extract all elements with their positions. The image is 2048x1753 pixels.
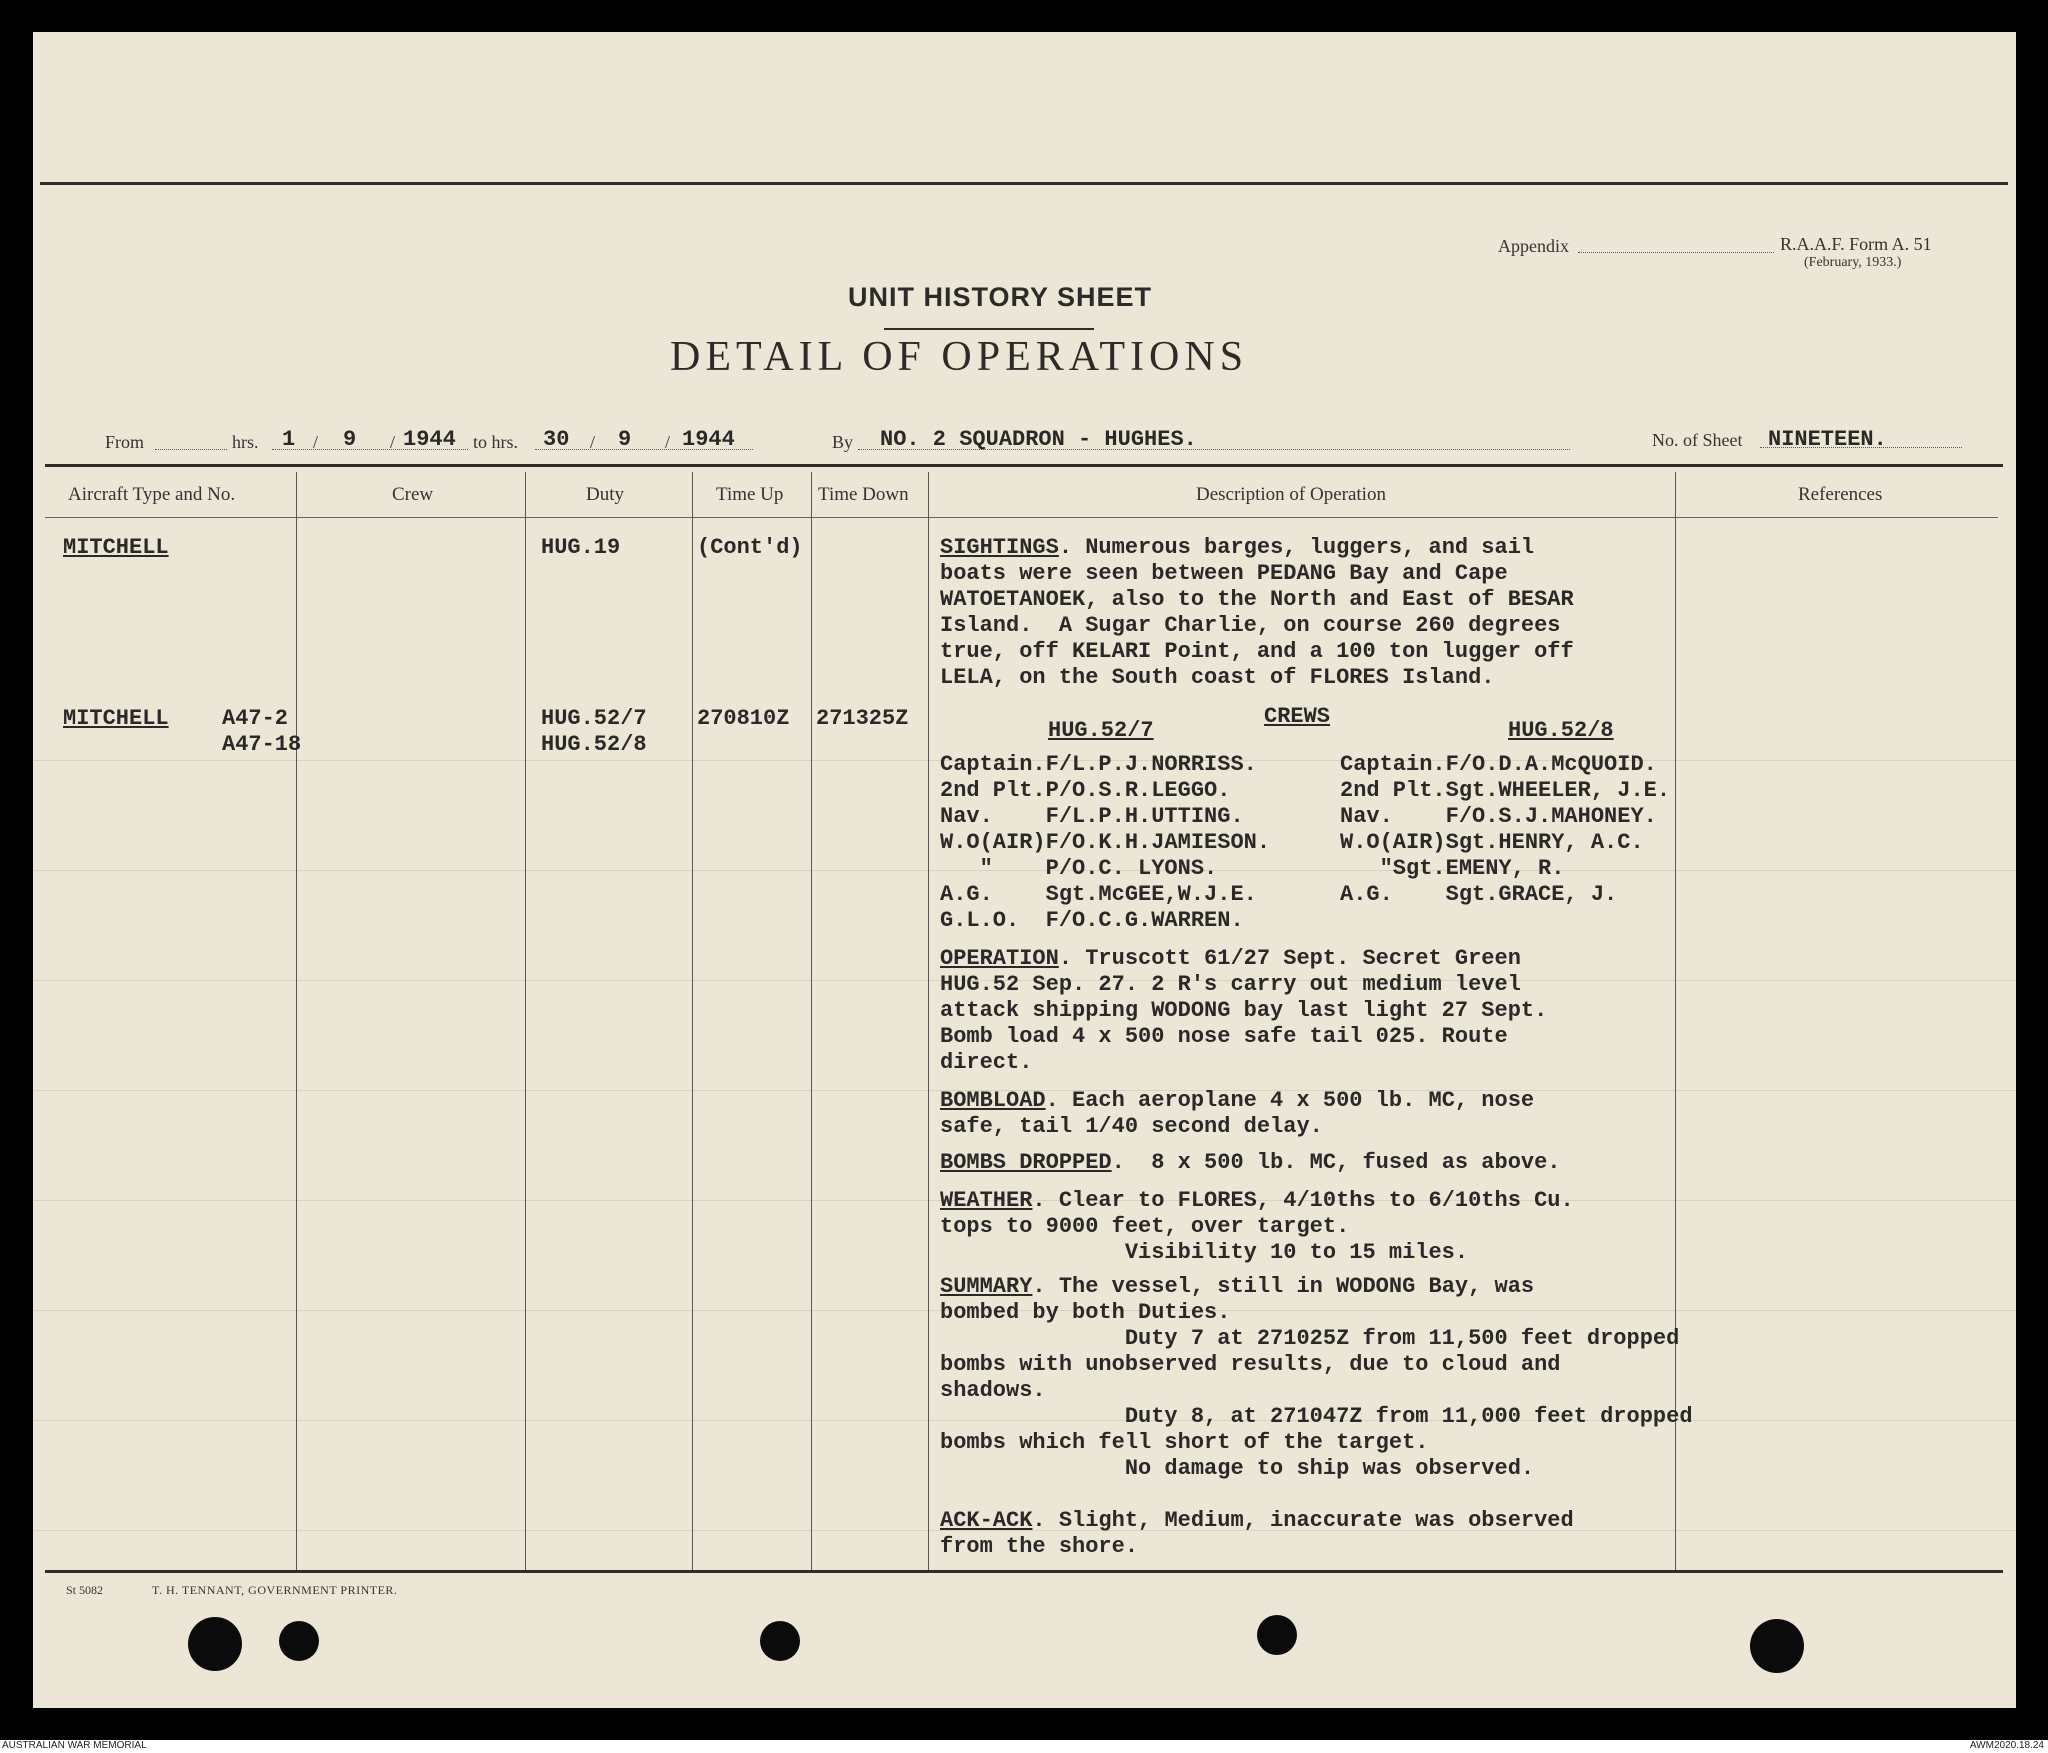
- page-subtitle: DETAIL OF OPERATIONS: [670, 334, 1249, 380]
- row1-time-up: (Cont'd): [697, 535, 803, 560]
- slash-4: /: [665, 432, 671, 452]
- col-sep-2: [525, 472, 526, 1570]
- desc-line: Island. A Sugar Charlie, on course 260 degrees: [940, 613, 1561, 638]
- from-date-field: [272, 449, 468, 450]
- crew-member: "Sgt.EMENY, R.: [1340, 856, 1565, 881]
- para-text: . Clear to FLORES, 4/10ths to 6/10ths Cu.: [1032, 1188, 1574, 1213]
- para-heading: WEATHER: [940, 1188, 1033, 1213]
- archive-footer: [0, 1740, 2048, 1753]
- para-text: . Each aeroplane 4 x 500 lb. MC, nose: [1045, 1088, 1535, 1113]
- desc-text: . Numerous barges, luggers, and sail: [1058, 535, 1535, 560]
- by-label: By: [832, 432, 854, 452]
- para-line: direct.: [940, 1050, 1033, 1075]
- page-title: UNIT HISTORY SHEET: [848, 282, 1153, 312]
- crew-member: W.O(AIR)F/O.K.H.JAMIESON.: [940, 830, 1271, 855]
- crew-member: G.L.O. F/O.C.G.WARREN.: [940, 908, 1244, 933]
- para-heading: BOMBLOAD: [940, 1088, 1046, 1113]
- from-day: 1: [282, 427, 296, 452]
- ack-ack-paragraph: [940, 1508, 1574, 1560]
- slash-1: /: [313, 432, 319, 452]
- row2-time-up: 270810Z: [697, 706, 790, 731]
- para-line: bombs with unobserved results, due to cloud and: [940, 1352, 1561, 1377]
- crew-member: " P/O.C. LYONS.: [940, 856, 1218, 881]
- crew-member: Captain.F/O.D.A.McQUOID.: [1340, 752, 1657, 777]
- from-month: 9: [343, 427, 357, 452]
- col-references: References: [1798, 484, 1883, 505]
- from-label: From: [105, 432, 145, 452]
- para-line: Duty 7 at 271025Z from 11,500 feet dropped: [940, 1326, 1680, 1351]
- crew-b-title: HUG.52/8: [1508, 718, 1614, 743]
- para-text: . 8 x 500 lb. MC, fused as above.: [1111, 1150, 1561, 1175]
- para-line: Bomb load 4 x 500 nose safe tail 025. Route: [940, 1024, 1508, 1049]
- crew-member: A.G. Sgt.GRACE, J.: [1340, 882, 1618, 907]
- para-text: . The vessel, still in WODONG Bay, was: [1032, 1274, 1535, 1299]
- unit-name: NO. 2 SQUADRON - HUGHES.: [880, 427, 1197, 452]
- col-aircraft: Aircraft Type and No.: [68, 484, 236, 505]
- to-date-field: [535, 449, 753, 450]
- punch-hole-3: [760, 1621, 800, 1661]
- crew-member: 2nd Plt.Sgt.WHEELER, J.E.: [1340, 778, 1671, 803]
- crew-member: Nav. F/O.S.J.MAHONEY.: [1340, 804, 1657, 829]
- printer-code: St 5082: [66, 1583, 104, 1597]
- archive-right: AWM2020.18.24: [1969, 1740, 2044, 1751]
- para-text: . Truscott 61/27 Sept. Secret Green: [1058, 946, 1521, 971]
- row2-serial-1: A47-2: [222, 706, 289, 731]
- crew-member: 2nd Plt.P/O.S.R.LEGGO.: [940, 778, 1231, 803]
- para-line: [940, 946, 1547, 972]
- row1-description: [940, 535, 1574, 691]
- desc-line: [940, 535, 1574, 561]
- col-sep-1: [296, 472, 297, 1570]
- para-line: bombed by both Duties.: [940, 1300, 1231, 1325]
- punch-hole-4: [1257, 1615, 1297, 1655]
- punch-hole-1: [188, 1617, 242, 1671]
- form-date: (February, 1933.): [1804, 255, 1902, 270]
- crew-b-list: [1340, 752, 1670, 908]
- para-line: Visibility 10 to 15 miles.: [940, 1240, 1469, 1265]
- crew-member: W.O(AIR)Sgt.HENRY, A.C.: [1340, 830, 1644, 855]
- slash-3: /: [590, 432, 596, 452]
- printer-name: T. H. TENNANT, GOVERNMENT PRINTER.: [152, 1583, 398, 1597]
- appendix-field: [1578, 252, 1774, 253]
- from-field: [155, 449, 227, 450]
- summary-paragraph: [940, 1274, 1693, 1482]
- row1-aircraft: MITCHELL: [63, 535, 169, 560]
- bottom-rule: [45, 1570, 2003, 1573]
- para-line: shadows.: [940, 1378, 1046, 1403]
- hrs-label: hrs.: [232, 432, 259, 452]
- punch-hole-2: [279, 1621, 319, 1661]
- para-heading: BOMBS DROPPED: [940, 1150, 1112, 1175]
- para-line: attack shipping WODONG bay last light 27 Sept.: [940, 998, 1548, 1023]
- archive-left: AUSTRALIAN WAR MEMORIAL: [2, 1740, 147, 1751]
- weather-paragraph: [940, 1188, 1574, 1266]
- crews-heading: CREWS: [1264, 704, 1331, 729]
- row1-duty: HUG.19: [541, 535, 621, 560]
- sheet-field: [1760, 447, 1962, 448]
- crew-a-list: [940, 752, 1270, 934]
- para-line: [940, 1150, 1561, 1176]
- to-year: 1944: [682, 427, 735, 452]
- col-sep-4: [811, 472, 812, 1570]
- row2-serial-2: A47-18: [222, 732, 302, 757]
- crew-a-title: HUG.52/7: [1048, 718, 1154, 743]
- para-line: bombs which fell short of the target.: [940, 1430, 1429, 1455]
- sheet-label: No. of Sheet: [1652, 430, 1743, 450]
- to-hrs-label: to hrs.: [473, 432, 518, 452]
- row2-duty-2: HUG.52/8: [541, 732, 647, 757]
- col-time-down: Time Down: [818, 484, 909, 505]
- to-month: 9: [618, 427, 632, 452]
- punch-hole-5: [1750, 1619, 1804, 1673]
- para-heading: SUMMARY: [940, 1274, 1033, 1299]
- top-rule: [40, 182, 2008, 185]
- para-line: from the shore.: [940, 1534, 1139, 1559]
- row2-aircraft: MITCHELL: [63, 706, 169, 731]
- para-line: tops to 9000 feet, over target.: [940, 1214, 1350, 1239]
- para-line: [940, 1508, 1574, 1534]
- para-heading: ACK-ACK: [940, 1508, 1033, 1533]
- para-line: [940, 1274, 1693, 1300]
- unit-field: [858, 449, 1570, 450]
- desc-line: true, off KELARI Point, and a 100 ton lugger off: [940, 639, 1574, 664]
- slash-2: /: [390, 432, 396, 452]
- from-year: 1944: [403, 427, 456, 452]
- sheet-number: NINETEEN.: [1768, 427, 1887, 452]
- crew-member: Captain.F/L.P.J.NORRISS.: [940, 752, 1257, 777]
- title-underline: [884, 328, 1094, 330]
- col-sep-3: [692, 472, 693, 1570]
- col-description: Description of Operation: [1196, 484, 1386, 505]
- para-text: . Slight, Medium, inaccurate was observed: [1032, 1508, 1574, 1533]
- col-sep-5: [928, 472, 929, 1570]
- form-number: R.A.A.F. Form A. 51: [1780, 234, 1932, 254]
- crew-member: A.G. Sgt.McGEE,W.J.E.: [940, 882, 1257, 907]
- desc-line: boats were seen between PEDANG Bay and Cape: [940, 561, 1508, 586]
- row2-time-down: 271325Z: [816, 706, 909, 731]
- para-line: safe, tail 1/40 second delay.: [940, 1114, 1323, 1139]
- para-line: Duty 8, at 271047Z from 11,000 feet dropped: [940, 1404, 1693, 1429]
- desc-line: LELA, on the South coast of FLORES Island.: [940, 665, 1495, 690]
- col-time-up: Time Up: [716, 484, 784, 505]
- appendix-label: Appendix: [1498, 236, 1569, 256]
- para-line: [940, 1088, 1534, 1114]
- col-crew: Crew: [392, 484, 434, 505]
- para-heading: OPERATION: [940, 946, 1059, 971]
- para-line: [940, 1188, 1574, 1214]
- row2-duty-1: HUG.52/7: [541, 706, 647, 731]
- crew-member: Nav. F/L.P.H.UTTING.: [940, 804, 1244, 829]
- para-line: HUG.52 Sep. 27. 2 R's carry out medium level: [940, 972, 1521, 997]
- to-day: 30: [543, 427, 570, 452]
- column-head-rule: [45, 517, 1998, 518]
- sightings-heading: SIGHTINGS: [940, 535, 1059, 560]
- header-rule: [45, 464, 2003, 467]
- desc-line: WATOETANOEK, also to the North and East of BESAR: [940, 587, 1574, 612]
- operation-paragraph: [940, 946, 1547, 1076]
- para-line: No damage to ship was observed.: [940, 1456, 1535, 1481]
- bombs-dropped-paragraph: [940, 1150, 1561, 1176]
- col-duty: Duty: [586, 484, 624, 505]
- bombload-paragraph: [940, 1088, 1534, 1140]
